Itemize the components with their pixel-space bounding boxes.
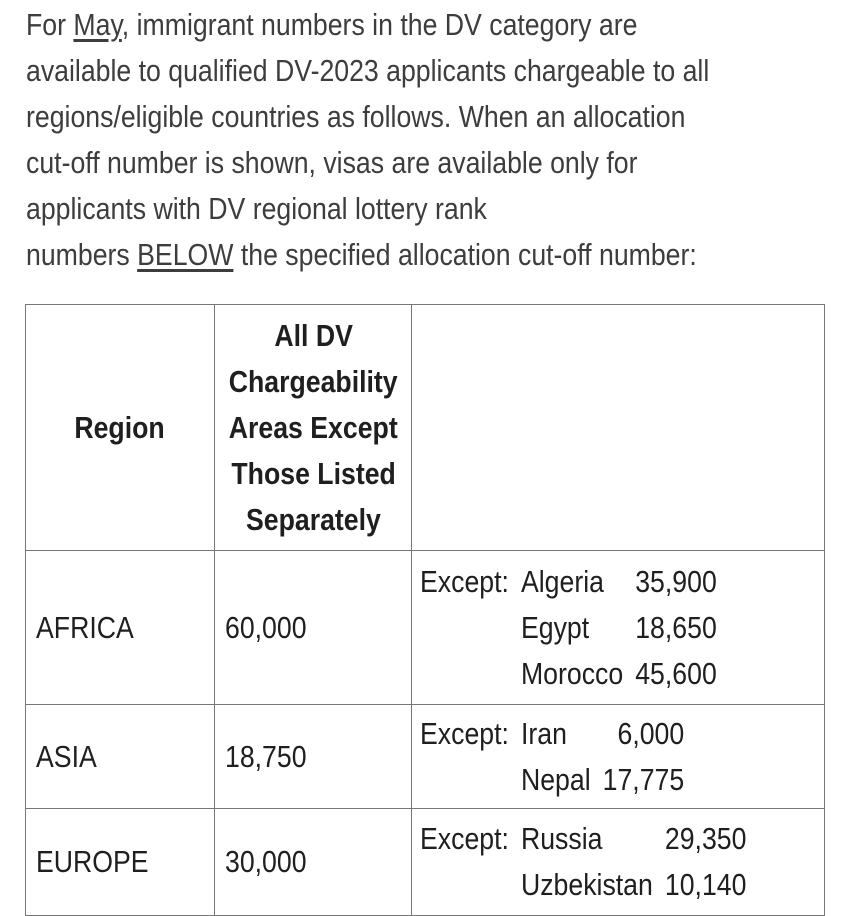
intro-text: the specified allocation cut-off number: — [233, 237, 697, 272]
intro-paragraph — [26, 2, 826, 278]
intro-line: applicants with DV regional lottery rank — [26, 191, 487, 226]
cutoff-value: 60,000 — [225, 609, 307, 645]
region-cell — [26, 551, 215, 705]
exception-country: Iran — [521, 715, 568, 751]
region-cell — [26, 705, 215, 809]
table-row — [26, 705, 825, 809]
exception-country: Morocco — [521, 655, 624, 691]
region-name: EUROPE — [36, 844, 149, 879]
header-region-label: Region — [74, 409, 166, 445]
exceptions-list — [420, 711, 684, 803]
intro-line — [26, 232, 826, 278]
exceptions-cell — [412, 551, 825, 705]
header-all-line: Chargeability — [228, 363, 398, 399]
month-underlined: May — [73, 7, 122, 42]
exception-number: 29,350 — [665, 821, 747, 856]
header-all-line: Separately — [245, 501, 381, 537]
except-label: Except: — [420, 563, 510, 599]
intro-line: regions/eligible countries as follows. When an allocation — [26, 99, 686, 134]
except-label: Except: — [420, 821, 510, 856]
exception-country: Russia — [521, 821, 603, 856]
cutoff-value-cell — [215, 705, 412, 809]
header-all-dv — [215, 305, 412, 551]
exception-number: 18,650 — [635, 609, 718, 645]
exception-number: 17,775 — [603, 761, 685, 797]
exception-number: 35,900 — [635, 563, 718, 599]
exception-number: 6,000 — [617, 715, 685, 751]
intro-text: numbers — [26, 237, 138, 272]
except-label: Except: — [420, 715, 510, 751]
header-all-line: Those Listed — [231, 455, 396, 491]
below-underlined: BELOW — [137, 237, 234, 272]
intro-line — [26, 2, 826, 48]
intro-line: available to qualified DV-2023 applicants chargeable to all — [26, 53, 710, 88]
exception-country: Uzbekistan — [521, 867, 654, 902]
cutoff-value: 18,750 — [225, 738, 307, 774]
intro-text: , immigrant numbers in the DV category are — [121, 7, 638, 42]
exception-country: Nepal — [521, 761, 592, 797]
dv-cutoff-table — [25, 304, 825, 916]
table-row — [26, 551, 825, 705]
cutoff-value-cell — [215, 551, 412, 705]
intro-text: For — [26, 7, 74, 42]
table-row — [26, 809, 825, 916]
header-all-line: Areas Except — [228, 409, 398, 445]
exceptions-cell — [412, 705, 825, 809]
cutoff-value: 30,000 — [225, 844, 307, 879]
header-exceptions — [412, 305, 825, 551]
exceptions-cell — [412, 809, 825, 916]
header-all-line: All DV — [273, 317, 353, 353]
exceptions-list — [420, 816, 746, 908]
exception-country: Egypt — [521, 609, 590, 645]
table-header-row — [26, 305, 825, 551]
region-name: AFRICA — [36, 609, 134, 645]
cutoff-value-cell — [215, 809, 412, 916]
region-name: ASIA — [36, 738, 97, 774]
exceptions-list — [420, 559, 717, 697]
header-region — [26, 305, 215, 551]
exception-number: 10,140 — [665, 867, 747, 902]
exception-number: 45,600 — [635, 655, 718, 691]
exception-country: Algeria — [521, 563, 605, 599]
region-cell — [26, 809, 215, 916]
intro-line: cut-off number is shown, visas are available only for — [26, 145, 638, 180]
